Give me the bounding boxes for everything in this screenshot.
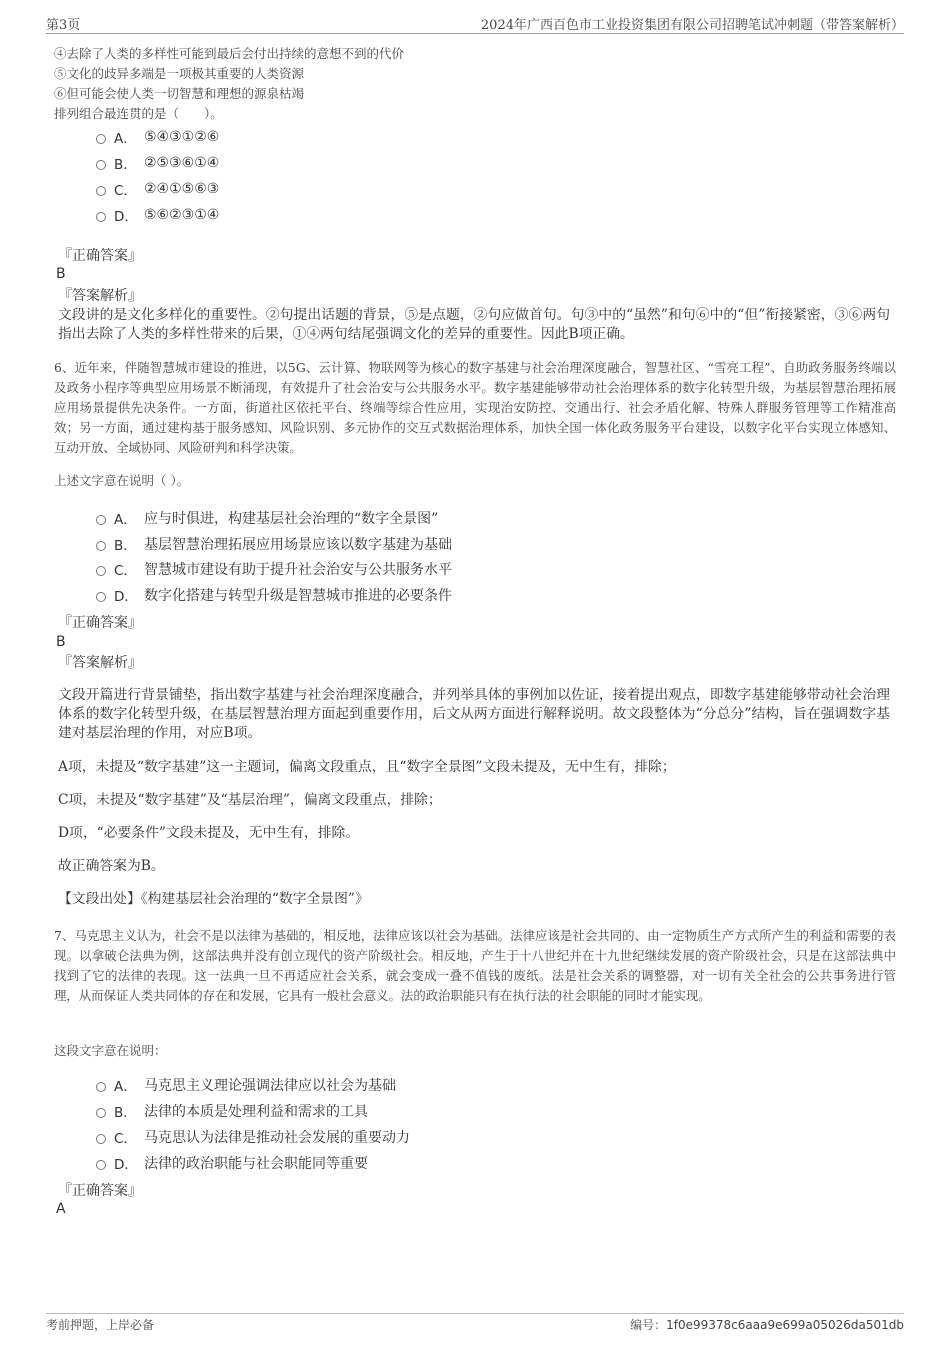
document-title: 2024年广西百色市工业投资集团有限公司招聘笔试冲刺题（带答案解析） (480, 18, 904, 33)
option-text: 马克思认为法律是推动社会发展的重要动力 (144, 1130, 410, 1146)
option-text: 智慧城市建设有助于提升社会治安与公共服务水平 (144, 562, 452, 578)
option-letter: D． (114, 1157, 138, 1173)
option-text: ②⑤③⑥①④ (144, 155, 220, 171)
option-letter: C． (114, 183, 137, 199)
option-text: ⑤⑥②③①④ (144, 207, 220, 223)
radio-icon[interactable] (96, 1134, 106, 1144)
document-code-value: 1f0e99378c6aaa9e699a05026da501db (666, 1318, 904, 1332)
option-text: 数字化搭建与转型升级是智慧城市推进的必要条件 (144, 588, 452, 604)
option-text: 基层智慧治理拓展应用场景应该以数字基建为基础 (144, 537, 452, 553)
q6-option-c[interactable] (96, 557, 452, 581)
q6-answer: B (56, 634, 66, 650)
option-letter: C． (114, 1131, 137, 1147)
radio-icon[interactable] (96, 1160, 106, 1170)
radio-icon[interactable] (96, 212, 106, 222)
option-letter: D． (114, 209, 138, 225)
option-letter: C． (114, 563, 137, 579)
q7-option-c[interactable] (96, 1125, 410, 1149)
radio-icon[interactable] (96, 515, 106, 525)
q6-conclusion: 故正确答案为B。 (58, 858, 165, 874)
q5-analysis-label: 『答案解析』 (58, 288, 142, 304)
q5-answer-label: 『正确答案』 (58, 248, 142, 264)
q7-question: 这段文字意在说明： (54, 1043, 167, 1058)
q6-source: 【文段出处】《构建基层社会治理的“数字全景图”》 (58, 891, 369, 907)
q5-question: 排列组合最连贯的是（ ）。 (54, 106, 223, 121)
q5-option-a[interactable] (96, 125, 219, 149)
footer-slogan: 考前押题，上岸必备 (46, 1318, 155, 1332)
radio-icon[interactable] (96, 566, 106, 576)
q6-stem: 6、近年来，伴随智慧城市建设的推进，以5G、云计算、物联网等为核心的数字基建与社会治理深度融合，智慧社区、“雪亮工程”、自助政务服务终端以及政务小程序等典型应用场景不断涌现，有效提升了社会治安与公共服务水平。数字基建能够带动社会治理体系的数字化转型升级，为基层智慧治理拓展应用场景提供先决条件。一方面，街道社区依托平台、终端等综合性应用，实现治安防控、交通出行、社会矛盾化解、特殊人群服务管理等工作精准高效；另一方面，通过建构基于服务感知、风险识别、多元协作的交互式数据治理体系，加快全国一体化政务服务平台建设，以数字化平台实现立体感知、互动开放、全域协同、风险研判和科学决策。 (54, 360, 896, 455)
q5-option-d[interactable] (96, 203, 219, 227)
option-text: ⑤④③①②⑥ (144, 129, 220, 145)
option-text: 应与时俱进，构建基层社会治理的“数字全景图” (144, 511, 439, 527)
option-letter: B． (114, 157, 137, 173)
q6-analysis-option-c: C项，未提及“数字基建”及“基层治理”，偏离文段重点，排除； (58, 792, 442, 808)
option-letter: A． (114, 1079, 137, 1095)
radio-icon[interactable] (96, 1108, 106, 1118)
page-number: 第3页 (46, 18, 81, 33)
q6-option-a[interactable] (96, 506, 438, 530)
q6-option-b[interactable] (96, 532, 452, 556)
document-code (630, 1316, 904, 1333)
radio-icon[interactable] (96, 134, 106, 144)
q7-answer: A (56, 1201, 66, 1217)
option-text: 法律的本质是处理利益和需求的工具 (144, 1104, 368, 1120)
option-text: ②④①⑤⑥③ (144, 181, 220, 197)
q5-sentence-4: ④去除了人类的多样性可能到最后会付出持续的意想不到的代价 (54, 46, 405, 61)
q5-analysis: 文段讲的是文化多样化的重要性。②句提出话题的背景，⑤是点题，②句应做首句。句③中的“虽然”和句⑥中的“但”衔接紧密，③⑥两句指出去除了人类的多样性带来的后果，①④两句结尾强调文化的差异的重要性。因此B项正确。 (58, 307, 890, 342)
q6-analysis-option-a: A项，未提及“数字基建”这一主题词，偏离文段重点，且“数字全景图”文段未提及，无中生有，排除； (58, 759, 676, 775)
option-letter: A． (114, 131, 137, 147)
option-text: 马克思主义理论强调法律应以社会为基础 (144, 1078, 396, 1094)
radio-icon[interactable] (96, 592, 106, 602)
q6-analysis-option-d: D项，“必要条件”文段未提及，无中生有，排除。 (58, 825, 360, 841)
option-letter: A． (114, 512, 137, 528)
option-letter: D． (114, 589, 138, 605)
q7-option-a[interactable] (96, 1073, 396, 1097)
option-letter: B． (114, 1105, 137, 1121)
q5-answer: B (56, 266, 66, 282)
footer-divider (46, 1313, 904, 1314)
radio-icon[interactable] (96, 541, 106, 551)
radio-icon[interactable] (96, 160, 106, 170)
q5-sentence-6: ⑥但可能会使人类一切智慧和理想的源泉枯竭 (54, 86, 305, 101)
radio-icon[interactable] (96, 186, 106, 196)
option-text: 法律的政治职能与社会职能同等重要 (144, 1156, 368, 1172)
radio-icon[interactable] (96, 1082, 106, 1092)
q7-option-b[interactable] (96, 1099, 368, 1123)
q7-option-d[interactable] (96, 1151, 368, 1175)
option-letter: B． (114, 538, 137, 554)
q7-stem: 7、马克思主义认为，社会不是以法律为基础的，相反地，法律应该以社会为基础。法律应该是社会共同的、由一定物质生产方式所产生的利益和需要的表现。以拿破仑法典为例，这部法典并没有创立现代的资产阶级社会。相反地，产生于十八世纪并在十九世纪继续发展的资产阶级社会，只是在这部法典中找到了它的法律的表现。这一法典一旦不再适应社会关系，就会变成一叠不值钱的废纸。法是社会关系的调整器，对一切有关全社会的公共事务进行管理，从而保证人类共同体的存在和发展，它具有一般社会意义。法的政治职能只有在执行法的社会职能的同时才能实现。 (54, 928, 896, 1003)
q6-option-d[interactable] (96, 583, 452, 607)
q6-analysis-label: 『答案解析』 (58, 655, 142, 671)
q6-analysis-paragraph: 文段开篇进行背景铺垫，指出数字基建与社会治理深度融合，并列举具体的事例加以佐证，接着提出观点，即数字基建能够带动社会治理体系的数字化转型升级，在基层智慧治理方面起到重要作用，后文从两方面进行解释说明。故文段整体为“分总分”结构，旨在强调数字基建对基层治理的作用，对应B项。 (58, 687, 890, 741)
q6-question: 上述文字意在说明（ ）。 (54, 473, 190, 488)
q7-answer-label: 『正确答案』 (58, 1183, 142, 1199)
q5-option-b[interactable] (96, 151, 219, 175)
q6-answer-label: 『正确答案』 (58, 615, 142, 631)
q5-sentence-5: ⑤文化的歧异多端是一项极其重要的人类资源 (54, 66, 305, 81)
header-divider (46, 33, 904, 34)
document-code-label: 编号： (630, 1318, 667, 1332)
q5-option-c[interactable] (96, 177, 219, 201)
